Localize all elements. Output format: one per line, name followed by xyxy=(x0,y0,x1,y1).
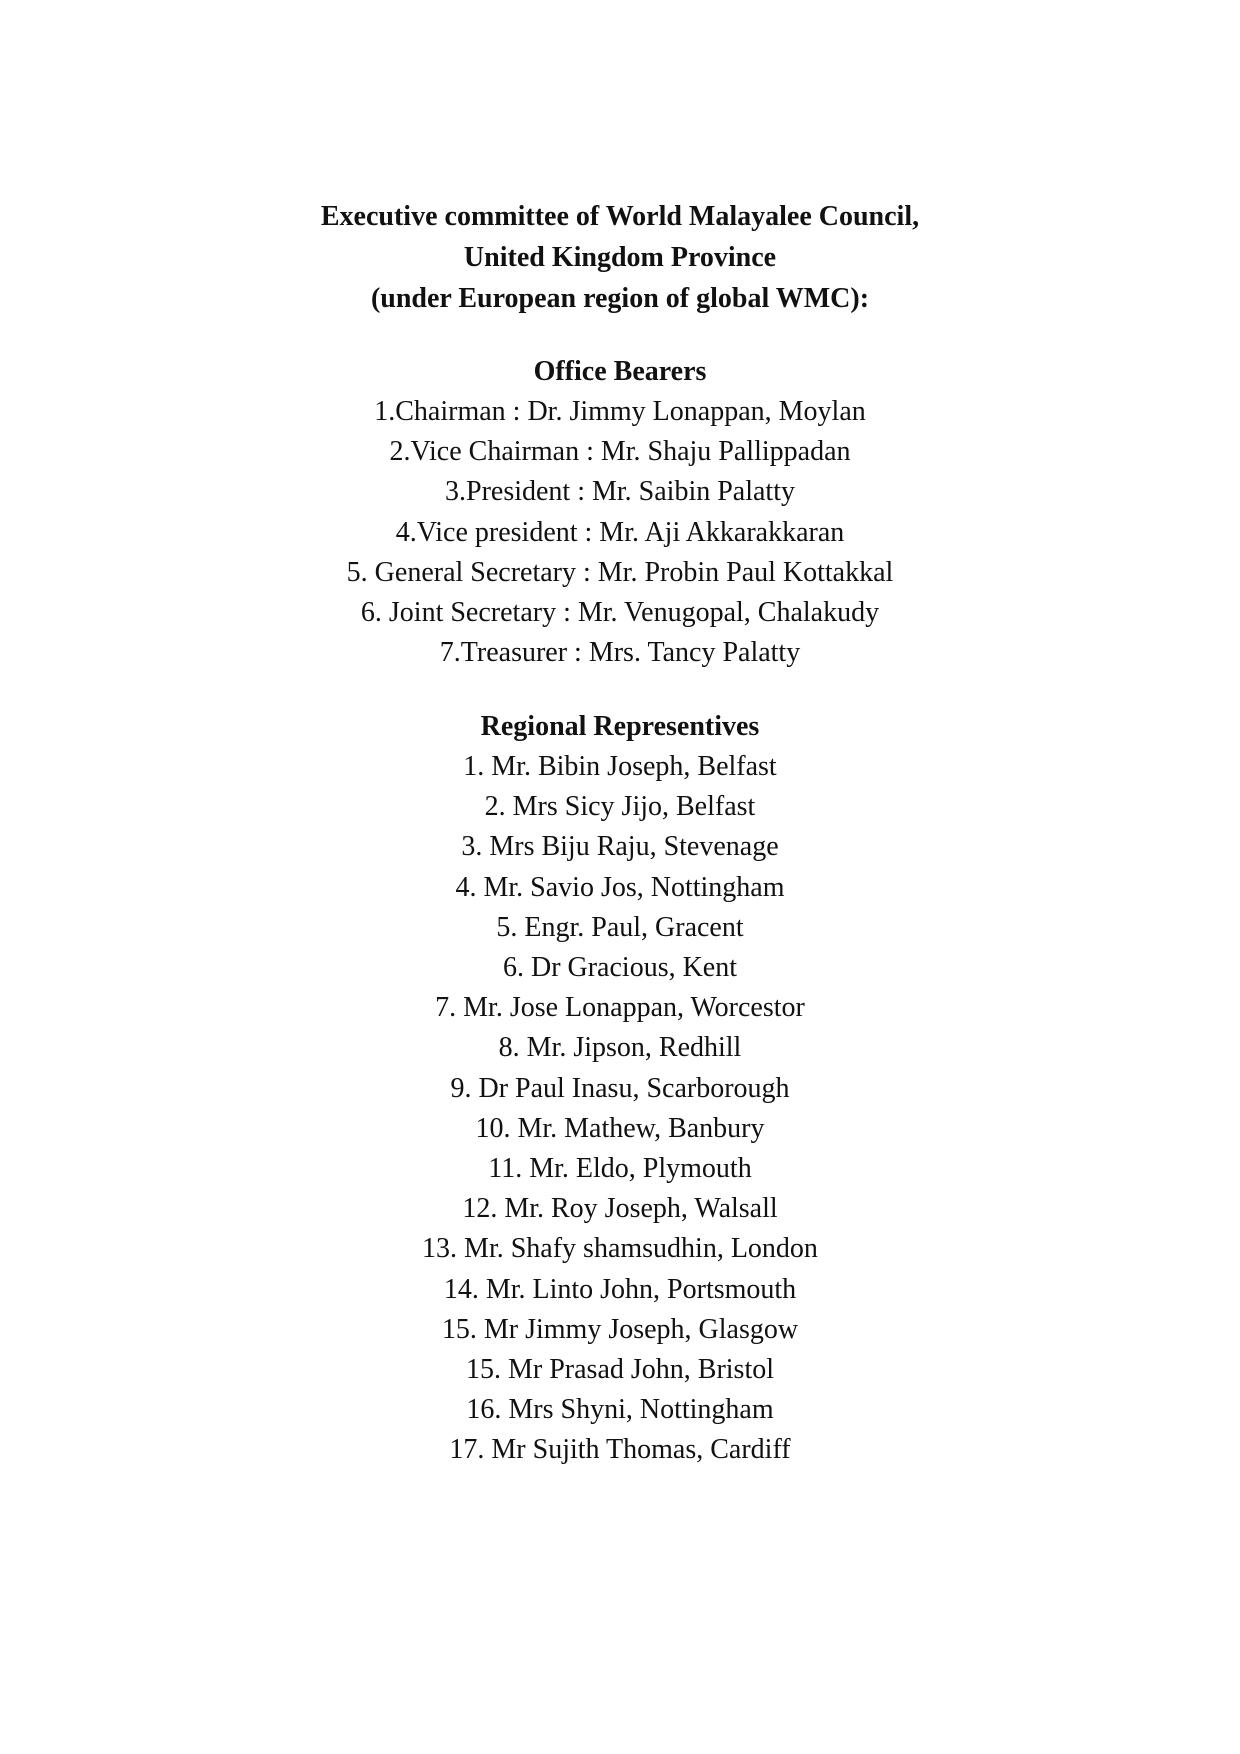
list-item: 1.Chairman : Dr. Jimmy Lonappan, Moylan xyxy=(374,396,866,427)
list-item: 2. Mrs Sicy Jijo, Belfast xyxy=(484,791,756,823)
title-line: United Kingdom Province xyxy=(463,242,777,273)
list-item: 4. Mr. Savio Jos, Nottingham xyxy=(455,871,785,903)
list-item: 6. Dr Gracious, Kent xyxy=(502,952,738,984)
regional-representatives-list xyxy=(0,747,1240,1471)
title-line: (under European region of global WMC): xyxy=(370,283,870,314)
list-item: 7. Mr. Jose Lonappan, Worcestor xyxy=(435,992,805,1024)
list-item: 5. Engr. Paul, Gracent xyxy=(496,911,744,943)
list-item: 3. Mrs Biju Raju, Stevenage xyxy=(461,831,779,863)
office-bearers-list xyxy=(0,392,1240,673)
list-item: 5. General Secretary : Mr. Probin Paul Kottakkal xyxy=(346,556,894,588)
list-item: 15. Mr Prasad John, Bristol xyxy=(466,1354,774,1386)
list-item: 1. Mr. Bibin Joseph, Belfast xyxy=(463,751,777,782)
office-bearers-heading: Office Bearers xyxy=(533,356,707,387)
list-item: 2.Vice Chairman : Mr. Shaju Pallippadan xyxy=(389,436,851,468)
regional-representatives-heading: Regional Representives xyxy=(480,711,760,742)
regional-representatives-section xyxy=(0,707,1240,1471)
list-item: 16. Mrs Shyni, Nottingham xyxy=(466,1394,774,1426)
document-title xyxy=(0,196,1240,319)
list-item: 11. Mr. Eldo, Plymouth xyxy=(488,1153,752,1185)
list-item: 6. Joint Secretary : Mr. Venugopal, Chalakudy xyxy=(360,597,880,629)
list-item: 12. Mr. Roy Joseph, Walsall xyxy=(462,1193,778,1225)
list-item: 17. Mr Sujith Thomas, Cardiff xyxy=(449,1434,791,1466)
office-bearers-section xyxy=(0,352,1240,673)
list-item: 14. Mr. Linto John, Portsmouth xyxy=(443,1273,797,1305)
list-item: 7.Treasurer : Mrs. Tancy Palatty xyxy=(439,637,801,669)
list-item: 13. Mr. Shafy shamsudhin, London xyxy=(422,1233,818,1265)
list-item: 10. Mr. Mathew, Banbury xyxy=(475,1112,765,1144)
list-item: 4.Vice president : Mr. Aji Akkarakkaran xyxy=(395,516,845,548)
list-item: 3.President : Mr. Saibin Palatty xyxy=(445,476,795,508)
list-item: 15. Mr Jimmy Joseph, Glasgow xyxy=(441,1313,799,1345)
list-item: 9. Dr Paul Inasu, Scarborough xyxy=(450,1072,790,1104)
list-item: 8. Mr. Jipson, Redhill xyxy=(498,1032,742,1064)
title-line: Executive committee of World Malayalee Council, xyxy=(320,201,920,232)
